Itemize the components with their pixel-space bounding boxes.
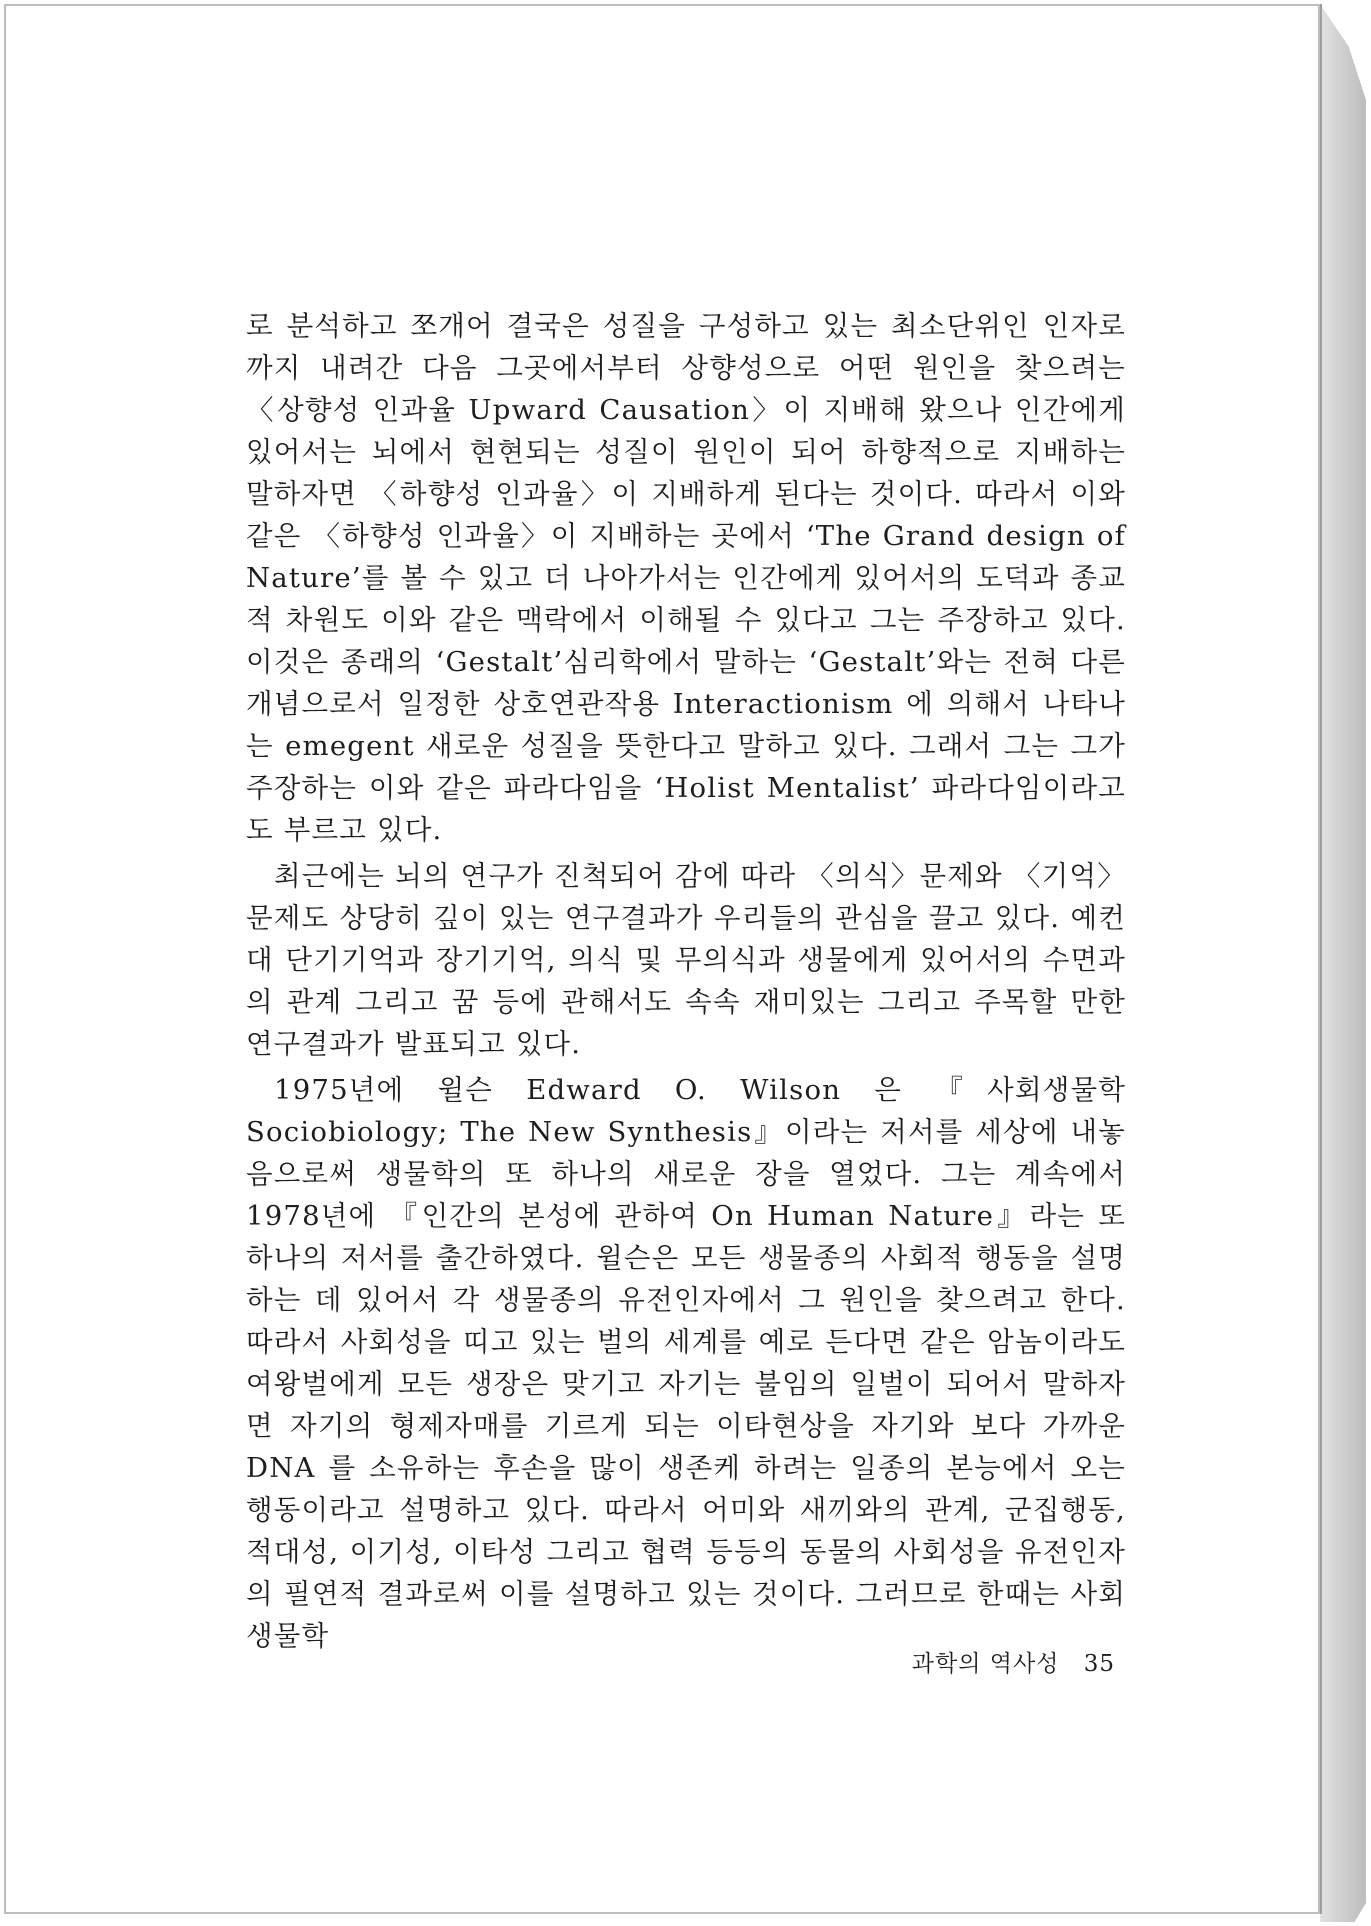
paragraph-sociobiology: 1975년에 윌슨 Edward O. Wilson 은 『사회생물학 Sociobiology; The New Synthesis』이라는 저서를 세상에 내놓음으로써 생물학의 또 하나의 새로운 장을 열었다. 그는 계속에서 1978년에 『인간의 본성에 관하여 On Human Nature』라는 또 하나의 저서를 출간하였다. 윌슨은 모든 생물종의 사회적 행동을 설명하는 데 있어서 각 생물종의 유전인자에서 그 원인을 찾으려고 한다. 따라서 사회성을 띠고 있는 벌의 세계를 예로 든다면 같은 암놈이라도 여왕벌에게 모든 생장은 맞기고 자기는 불임의 일벌이 되어서 말하자면 자기의 형제자매를 기르게 되는 이타현상을 자기와 보다 가까운 DNA 를 소유하는 후손을 많이 생존케 하려는 일종의 본능에서 오는 행동이라고 설명하고 있다. 따라서 어미와 새끼와의 관계, 군집행동, 적대성, 이기성, 이타성 그리고 협력 등등의 동물의 사회성을 유전인자의 필연적 결과로써 이를 설명하고 있는 것이다. 그러므로 한때는 사회생물학	[246, 1074, 1126, 1652]
paragraph-continued: 로 분석하고 쪼개어 결국은 성질을 구성하고 있는 최소단위인 인자로까지 내려간 다음 그곳에서부터 상향성으로 어떤 원인을 찾으려는 〈상향성 인과율 Upward Causation〉이 지배해 왔으나 인간에게 있어서는 뇌에서 현현되는 성질이 원인이 되어 하향적으로 지배하는 말하자면 〈하향성 인과율〉이 지배하게 된다는 것이다. 따라서 이와 같은 〈하향성 인과율〉이 지배하는 곳에서 ‘The Grand design of Nature’를 볼 수 있고 더 나아가서는 인간에게 있어서의 도덕과 종교적 차원도 이와 같은 맥락에서 이해될 수 있다고 그는 주장하고 있다. 이것은 종래의 ‘Gestalt’심리학에서 말하는 ‘Gestalt’와는 전혀 다른 개념으로서 일정한 상호연관작용 Interactionism 에 의해서 나타나는 emegent 새로운 성질을 뜻한다고 말하고 있다. 그래서 그는 그가 주장하는 이와 같은 파라다임을 ‘Holist Mentalist’ 파라다임이라고도 부르고 있다.	[246, 310, 1126, 846]
body-text	[246, 305, 1126, 1661]
paragraph-memory-research: 최근에는 뇌의 연구가 진척되어 감에 따라 〈의식〉문제와 〈기억〉문제도 상당히 깊이 있는 연구결과가 우리들의 관심을 끌고 있다. 예컨대 단기기억과 장기기억, 의식 및 무의식과 생물에게 있어서의 수면과의 관계 그리고 꿈 등에 관해서도 속속 재미있는 그리고 주목할 만한 연구결과가 발표되고 있다.	[246, 860, 1126, 1060]
page-edge-stack	[1320, 4, 1366, 1922]
page-number: 35	[1083, 1651, 1115, 1677]
running-title: 과학의 역사성	[911, 1651, 1060, 1677]
page-footer	[895, 1645, 1115, 1678]
page-edge-line	[1320, 4, 1322, 1914]
